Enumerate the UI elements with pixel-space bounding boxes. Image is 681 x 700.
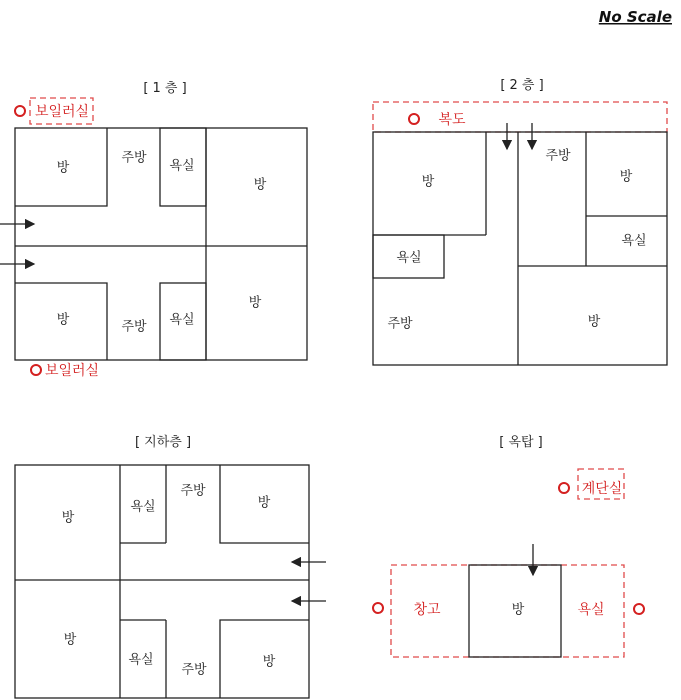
first-floor-title: [ 1 층 ] (143, 81, 187, 96)
room-label: 욕실 (130, 499, 156, 515)
stair-room-label: 계단실 (581, 481, 623, 497)
room-label: 방 (619, 169, 633, 185)
boiler-room-top-label: 보일러실 (34, 104, 90, 120)
room-label: 주방 (181, 662, 207, 678)
room-label: 욕실 (621, 233, 647, 249)
room-label: 방 (511, 602, 525, 618)
room-label: 방 (61, 510, 75, 526)
rooftop-bath-label: 욕실 (577, 602, 605, 618)
room-label: 방 (56, 160, 70, 176)
room-label: 욕실 (128, 652, 154, 668)
marker-5-icon (373, 603, 383, 613)
room-label: 주방 (121, 150, 147, 166)
marker-1-icon (15, 106, 25, 116)
second-floor-title: [ 2 층 ] (500, 78, 544, 93)
room-label: 주방 (545, 148, 571, 164)
room-label: 방 (257, 495, 271, 511)
corridor-box (373, 102, 667, 132)
corridor-label: 복도 (438, 112, 466, 128)
room-label: 방 (63, 632, 77, 648)
room-label: 주방 (121, 319, 147, 335)
room-label: 방 (253, 177, 267, 193)
room-label: 주방 (180, 483, 206, 499)
marker-3-icon (409, 114, 419, 124)
storage-label: 창고 (413, 602, 441, 618)
room-label: 방 (421, 174, 435, 190)
no-scale-label: No Scale (598, 8, 672, 26)
room-label: 욕실 (169, 158, 195, 174)
room-label: 방 (262, 654, 276, 670)
room-label: 방 (587, 314, 601, 330)
marker-2-icon (31, 365, 41, 375)
room-label: 욕실 (169, 312, 195, 328)
second-floor-plan (373, 132, 667, 365)
boiler-room-bottom-label: 보일러실 (44, 363, 100, 379)
room-label: 방 (56, 312, 70, 328)
rooftop-title: [ 옥탑 ] (499, 435, 543, 450)
room-label: 방 (248, 295, 262, 311)
basement-title: [ 지하층 ] (134, 435, 192, 450)
marker-6-icon (634, 604, 644, 614)
room-label: 주방 (387, 316, 413, 332)
room-label: 욕실 (396, 250, 422, 266)
marker-4-icon (559, 483, 569, 493)
